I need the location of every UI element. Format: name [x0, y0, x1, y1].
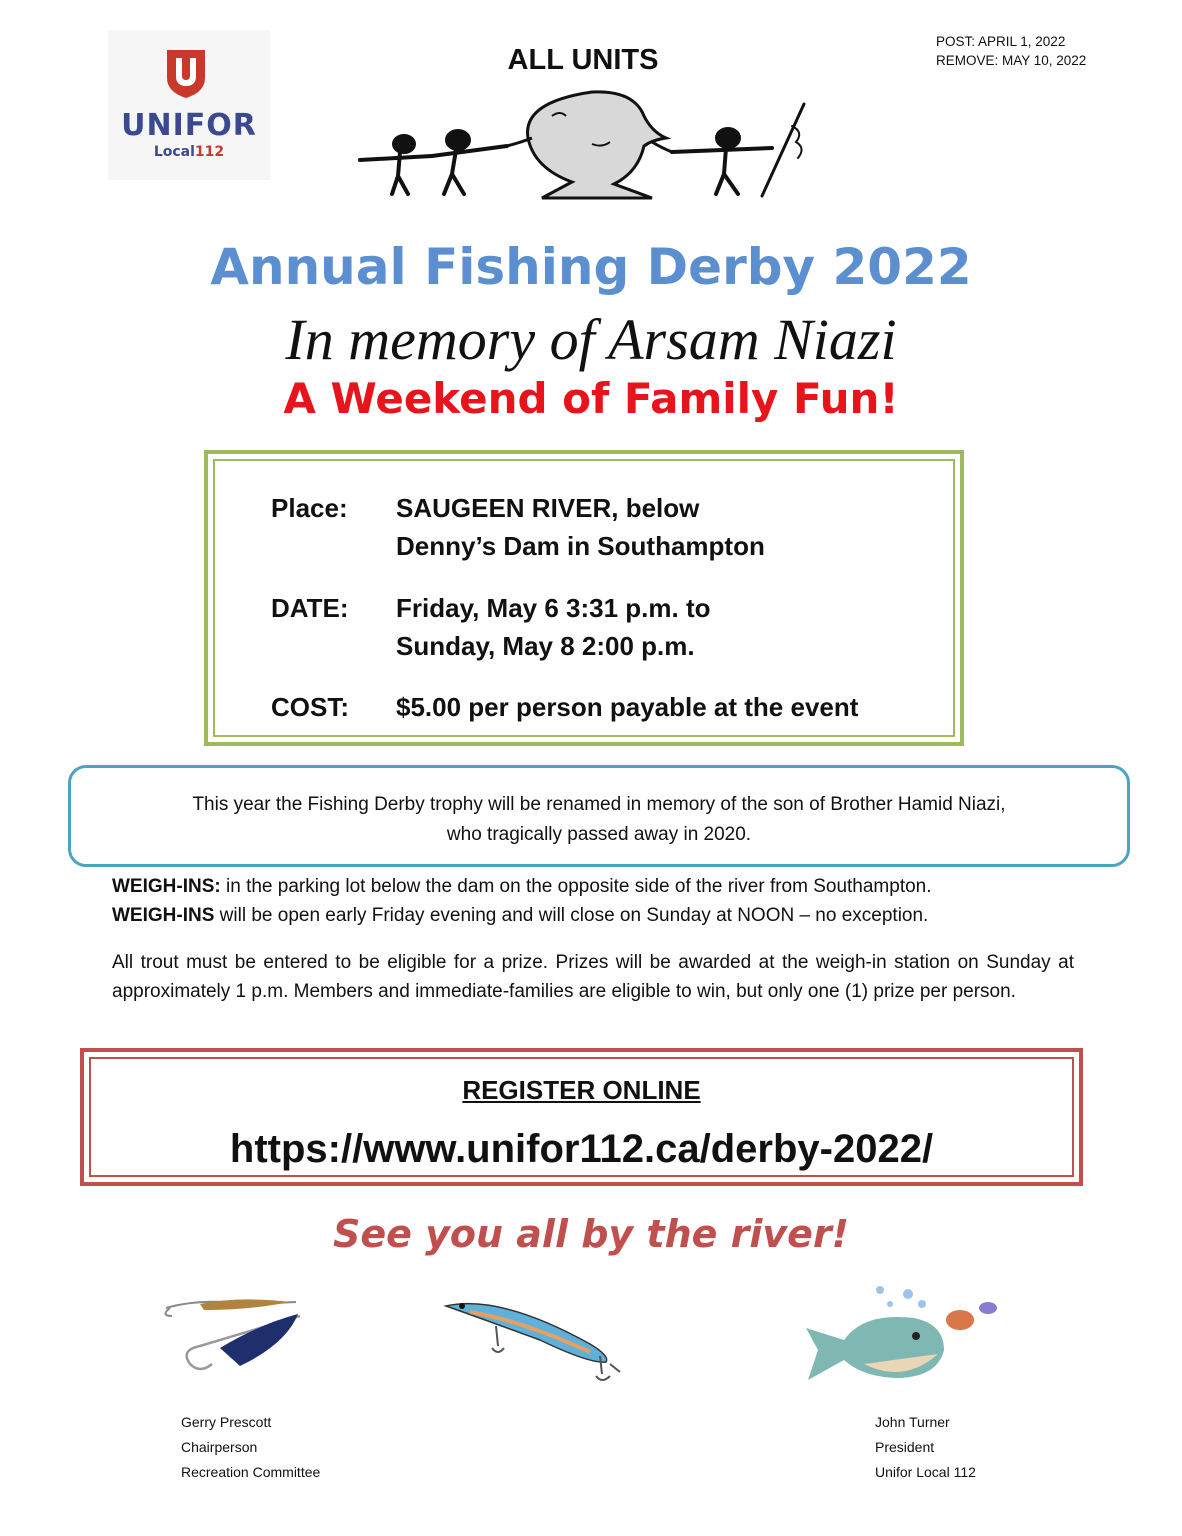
- fishing-lure-icon: [440, 1294, 632, 1384]
- signature-left: [181, 1410, 320, 1485]
- signer-name: Gerry Prescott: [181, 1414, 272, 1430]
- weigh-ins-line-1: WEIGH-INS: in the parking lot below the dam on the opposite side of the river from Southampton.: [112, 876, 932, 897]
- posting-dates: [936, 32, 1086, 70]
- details-inner-border: [213, 459, 955, 737]
- cartoon-fish-icon: [804, 1284, 1004, 1390]
- logo-local: Local112: [153, 144, 225, 160]
- post-date: POST: APRIL 1, 2022: [936, 34, 1066, 49]
- memorial-line-1: This year the Fishing Derby trophy will be renamed in memory of the son of Brother Hamid Niazi,: [192, 794, 1006, 815]
- logo-brand: UNIFOR: [121, 108, 257, 143]
- signature-right: [875, 1410, 976, 1485]
- cost-value: $5.00 per person payable at the event: [396, 692, 859, 722]
- signer-group: Recreation Committee: [181, 1464, 321, 1480]
- memorial-line-2: who tragically passed away in 2020.: [446, 824, 752, 845]
- event-tagline: A Weekend of Family Fun!: [283, 374, 899, 423]
- signer-title: President: [875, 1439, 935, 1455]
- audience-heading: ALL UNITS: [507, 44, 659, 76]
- fly-lures-icon: [160, 1294, 305, 1380]
- date-label: DATE:: [271, 593, 349, 623]
- prize-rules-paragraph: All trout must be entered to be eligible for a prize. Prizes will be awarded at the weigh-in station on Sunday at approximately 1 p.m. Members and immediate-families are eligible to win, but only one (1) prize per person.: [112, 952, 1074, 1002]
- place-label: Place:: [271, 493, 348, 523]
- fishing-family-clipart: [352, 86, 818, 204]
- signer-group: Unifor Local 112: [875, 1464, 976, 1480]
- weigh-ins-line-2: WEIGH-INS will be open early Friday evening and will close on Sunday at NOON – no exception.: [112, 905, 929, 926]
- memorial-note-box: [68, 765, 1130, 867]
- signer-title: Chairperson: [181, 1439, 258, 1455]
- cost-label: COST:: [271, 692, 349, 722]
- weigh-ins-paragraph: [112, 872, 1074, 930]
- remove-date: REMOVE: MAY 10, 2022: [936, 53, 1087, 68]
- unifor-shield-icon: [163, 46, 209, 100]
- signer-name: John Turner: [875, 1414, 950, 1430]
- register-heading: REGISTER ONLINE: [462, 1075, 701, 1105]
- memorial-subtitle: In memory of Arsam Niazi: [285, 307, 897, 372]
- event-title: Annual Fishing Derby 2022: [210, 238, 972, 296]
- unifor-logo: [108, 30, 270, 180]
- date-value: Friday, May 6 3:31 p.m. to Sunday, May 8 2:00 p.m.: [396, 593, 711, 661]
- register-inner-border: [89, 1057, 1074, 1177]
- register-url-link[interactable]: https://www.unifor112.ca/derby-2022/: [229, 1127, 934, 1171]
- closing-line: See you all by the river!: [332, 1212, 850, 1256]
- place-value: SAUGEEN RIVER, below Denny’s Dam in Southampton: [396, 493, 765, 561]
- event-details-box: [204, 450, 964, 746]
- register-box: [80, 1048, 1083, 1186]
